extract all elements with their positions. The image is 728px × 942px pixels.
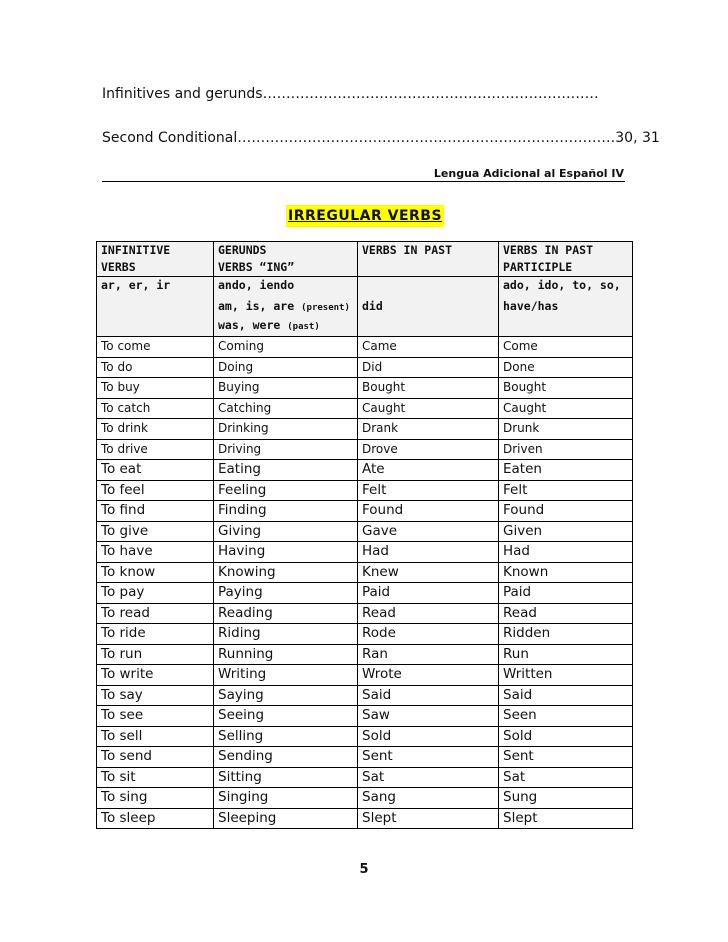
gerund-cell: Riding — [214, 624, 358, 645]
toc-entry-second-conditional[interactable] — [102, 130, 660, 146]
gerund-cell: Saying — [214, 685, 358, 706]
participle-cell: Sat — [499, 767, 633, 788]
table-endings-row — [97, 277, 633, 337]
gerund-cell: Singing — [214, 788, 358, 809]
gerund-cell: Selling — [214, 726, 358, 747]
infinitive-cell: To find — [97, 501, 214, 522]
gerund-cell: Driving — [214, 439, 358, 460]
gerund-cell: Drinking — [214, 419, 358, 440]
infinitive-cell: To read — [97, 603, 214, 624]
page-number: 5 — [359, 862, 369, 877]
endings-participle: ado, ido, to, so, have/has — [499, 277, 633, 337]
irregular-verbs-table — [96, 241, 633, 829]
table-row — [97, 747, 633, 768]
past-cell: Caught — [358, 398, 499, 419]
header-past: VERBS IN PAST — [358, 242, 499, 277]
gerund-cell: Sending — [214, 747, 358, 768]
past-cell: Did — [358, 357, 499, 378]
toc-label: Infinitives and gerunds — [102, 86, 263, 102]
infinitive-cell: To catch — [97, 398, 214, 419]
participle-cell: Written — [499, 665, 633, 686]
participle-cell: Drunk — [499, 419, 633, 440]
table-row — [97, 788, 633, 809]
gerund-cell: Seeing — [214, 706, 358, 727]
past-cell: Knew — [358, 562, 499, 583]
table-row — [97, 562, 633, 583]
participle-cell: Caught — [499, 398, 633, 419]
participle-cell: Bought — [499, 378, 633, 399]
table-row — [97, 480, 633, 501]
infinitive-cell: To give — [97, 521, 214, 542]
participle-cell: Had — [499, 542, 633, 563]
infinitive-cell: To sing — [97, 788, 214, 809]
participle-cell: Sold — [499, 726, 633, 747]
participle-cell: Eaten — [499, 460, 633, 481]
past-cell: Ate — [358, 460, 499, 481]
table-row — [97, 521, 633, 542]
table-row — [97, 583, 633, 604]
table-row — [97, 501, 633, 522]
endings-infinitive: ar, er, ir — [97, 277, 214, 337]
participle-cell: Given — [499, 521, 633, 542]
infinitive-cell: To feel — [97, 480, 214, 501]
header-divider — [102, 181, 625, 182]
past-cell: Found — [358, 501, 499, 522]
past-cell: Sent — [358, 747, 499, 768]
past-cell: Said — [358, 685, 499, 706]
gerund-cell: Eating — [214, 460, 358, 481]
infinitive-cell: To write — [97, 665, 214, 686]
gerund-cell: Feeling — [214, 480, 358, 501]
toc-page: 30, 31 — [615, 130, 660, 146]
gerund-cell: Running — [214, 644, 358, 665]
toc-entry-infinitives[interactable] — [102, 86, 599, 102]
infinitive-cell: To have — [97, 542, 214, 563]
past-cell: Sat — [358, 767, 499, 788]
table-row — [97, 624, 633, 645]
past-cell: Felt — [358, 480, 499, 501]
gerund-cell: Catching — [214, 398, 358, 419]
past-cell: Saw — [358, 706, 499, 727]
participle-cell: Felt — [499, 480, 633, 501]
header-infinitive: INFINITIVE VERBS — [97, 242, 214, 277]
past-cell: Bought — [358, 378, 499, 399]
infinitive-cell: To sleep — [97, 808, 214, 829]
infinitive-cell: To drink — [97, 419, 214, 440]
infinitive-cell: To sell — [97, 726, 214, 747]
infinitive-cell: To see — [97, 706, 214, 727]
past-cell: Came — [358, 337, 499, 358]
table-row — [97, 644, 633, 665]
gerund-cell: Writing — [214, 665, 358, 686]
endings-past: did — [358, 277, 499, 337]
past-cell: Rode — [358, 624, 499, 645]
past-cell: Sang — [358, 788, 499, 809]
past-cell: Slept — [358, 808, 499, 829]
toc-leader-dots: ……………………………………………………………… — [262, 86, 599, 102]
table-row — [97, 460, 633, 481]
table-row — [97, 767, 633, 788]
page-title: IRREGULAR VERBS — [286, 205, 444, 227]
infinitive-cell: To do — [97, 357, 214, 378]
table-header-row — [97, 242, 633, 277]
infinitive-cell: To pay — [97, 583, 214, 604]
participle-cell: Seen — [499, 706, 633, 727]
participle-cell: Sent — [499, 747, 633, 768]
infinitive-cell: To drive — [97, 439, 214, 460]
gerund-cell: Buying — [214, 378, 358, 399]
table-row — [97, 542, 633, 563]
participle-cell: Ridden — [499, 624, 633, 645]
table-row — [97, 706, 633, 727]
table-row — [97, 808, 633, 829]
past-cell: Wrote — [358, 665, 499, 686]
past-cell: Sold — [358, 726, 499, 747]
table-row — [97, 665, 633, 686]
table-row — [97, 603, 633, 624]
past-cell: Ran — [358, 644, 499, 665]
participle-cell: Paid — [499, 583, 633, 604]
table-row — [97, 378, 633, 399]
table-row — [97, 337, 633, 358]
gerund-cell: Doing — [214, 357, 358, 378]
gerund-cell: Sleeping — [214, 808, 358, 829]
infinitive-cell: To say — [97, 685, 214, 706]
infinitive-cell: To ride — [97, 624, 214, 645]
table-row — [97, 419, 633, 440]
participle-cell: Driven — [499, 439, 633, 460]
running-header: Lengua Adicional al Español IV — [433, 167, 624, 180]
participle-cell: Known — [499, 562, 633, 583]
participle-cell: Run — [499, 644, 633, 665]
participle-cell: Come — [499, 337, 633, 358]
header-gerunds: GERUNDS VERBS “ING” — [214, 242, 358, 277]
past-cell: Drove — [358, 439, 499, 460]
participle-cell: Slept — [499, 808, 633, 829]
gerund-cell: Coming — [214, 337, 358, 358]
past-cell: Had — [358, 542, 499, 563]
table-row — [97, 685, 633, 706]
participle-cell: Sung — [499, 788, 633, 809]
header-participle: VERBS IN PAST PARTICIPLE — [499, 242, 633, 277]
past-cell: Drank — [358, 419, 499, 440]
past-cell: Paid — [358, 583, 499, 604]
infinitive-cell: To buy — [97, 378, 214, 399]
gerund-cell: Finding — [214, 501, 358, 522]
infinitive-cell: To come — [97, 337, 214, 358]
infinitive-cell: To run — [97, 644, 214, 665]
gerund-cell: Giving — [214, 521, 358, 542]
infinitive-cell: To send — [97, 747, 214, 768]
gerund-cell: Reading — [214, 603, 358, 624]
table-row — [97, 439, 633, 460]
gerund-cell: Knowing — [214, 562, 358, 583]
endings-gerund: ando, iendo am, is, are (present) was, were (past) — [214, 277, 358, 337]
table-row — [97, 357, 633, 378]
infinitive-cell: To sit — [97, 767, 214, 788]
gerund-cell: Paying — [214, 583, 358, 604]
infinitive-cell: To know — [97, 562, 214, 583]
participle-cell: Found — [499, 501, 633, 522]
participle-cell: Read — [499, 603, 633, 624]
past-cell: Gave — [358, 521, 499, 542]
gerund-cell: Sitting — [214, 767, 358, 788]
participle-cell: Said — [499, 685, 633, 706]
past-cell: Read — [358, 603, 499, 624]
gerund-cell: Having — [214, 542, 358, 563]
toc-leader-dots: ……………………………………………………………………… — [237, 130, 616, 146]
participle-cell: Done — [499, 357, 633, 378]
table-row — [97, 726, 633, 747]
table-row — [97, 398, 633, 419]
infinitive-cell: To eat — [97, 460, 214, 481]
toc-label: Second Conditional — [102, 130, 238, 146]
